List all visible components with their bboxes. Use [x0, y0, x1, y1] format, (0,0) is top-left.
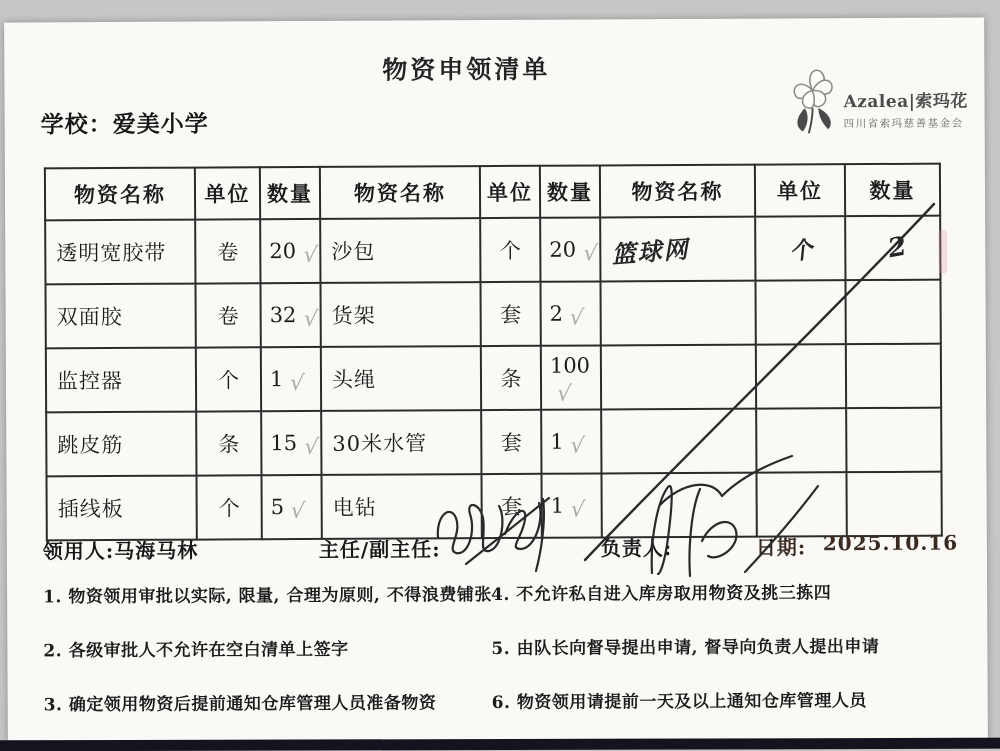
- school-line: [41, 106, 209, 140]
- cell-qty: 1: [550, 493, 565, 518]
- manager-label: 负责人:: [600, 536, 673, 561]
- cell-unit: 套: [500, 302, 522, 327]
- cell-qty: 1: [269, 366, 284, 391]
- date-value: 2025.10.16: [822, 530, 959, 556]
- cell-unit: 个: [218, 496, 240, 521]
- handwritten-material-name: 篮球网: [610, 233, 691, 269]
- note-item: 2. 各级审批人不允许在空白清单上签字: [43, 639, 349, 662]
- handwritten-unit: 个: [787, 235, 814, 266]
- cell-unit: 卷: [217, 240, 239, 265]
- checkmark-icon: √: [302, 433, 320, 461]
- table-header-row: [45, 164, 940, 221]
- header-qty-3: 数量: [845, 164, 940, 216]
- school-name: 爱美小学: [112, 110, 209, 139]
- header-unit-3: 单位: [755, 164, 845, 216]
- table-row: [46, 408, 941, 477]
- logo-brand-text: Azalea|索玛花: [843, 91, 968, 113]
- recipient-label: 领用人:: [42, 539, 115, 564]
- cell-qty: 20: [549, 237, 577, 262]
- logo-org-text: 四川省索玛慈善基金会: [843, 117, 964, 131]
- cell-unit: 个: [499, 238, 521, 263]
- cell-material-name: 透明宽胶带: [56, 240, 167, 266]
- cell-qty: 5: [270, 494, 285, 519]
- recipient-field: [43, 535, 199, 565]
- cell-material-name: 30米水管: [332, 431, 428, 456]
- checkmark-icon: √: [301, 241, 319, 269]
- cell-unit: 个: [217, 368, 240, 393]
- note-item: 1. 物资领用审批以实际, 限量, 合理为原则, 不得浪费铺张: [43, 585, 492, 608]
- foundation-logo: [783, 49, 984, 154]
- table-row: [45, 216, 940, 285]
- header-material-name-1: 物资名称: [45, 168, 195, 221]
- azalea-flower-icon: [783, 63, 841, 141]
- cell-qty: 1: [550, 429, 564, 454]
- cell-material-name: 头绳: [331, 367, 377, 392]
- cell-unit: 套: [501, 494, 523, 519]
- header-unit-1: 单位: [195, 167, 260, 219]
- signature-line: [7, 522, 987, 577]
- checkmark-icon: √: [289, 497, 307, 525]
- cell-qty: 15: [270, 430, 298, 455]
- cell-material-name: 双面胶: [56, 304, 123, 330]
- cell-unit: 卷: [217, 304, 239, 329]
- header-qty-2: 数量: [540, 165, 600, 217]
- school-label: 学校：: [40, 111, 113, 139]
- checkmark-icon: √: [569, 496, 587, 523]
- cell-material-name: 沙包: [331, 239, 376, 264]
- scan-edge-band: [0, 738, 1000, 751]
- cell-qty: 2: [549, 301, 564, 326]
- cell-qty: 20: [269, 238, 297, 263]
- table-row: [45, 280, 940, 349]
- pink-ink-smudge: [938, 230, 947, 274]
- header-material-name-3: 物资名称: [600, 165, 755, 218]
- cell-unit: 条: [500, 366, 522, 391]
- header-unit-2: 单位: [480, 166, 540, 218]
- cell-qty: 32: [269, 302, 297, 327]
- checkmark-icon: √: [569, 432, 586, 459]
- cell-unit: 条: [218, 432, 240, 457]
- note-item: 6. 物资领用请提前一天及以上通知仓库管理人员: [491, 691, 867, 714]
- materials-table: [44, 163, 943, 542]
- header-material-name-2: 物资名称: [320, 166, 480, 219]
- table-row: [46, 344, 941, 413]
- checkmark-icon: √: [568, 304, 586, 331]
- recipient-name: 马海马林: [114, 538, 199, 564]
- cell-qty: 100: [549, 353, 591, 378]
- checkmark-icon: √: [289, 369, 306, 397]
- cell-material-name: 监控器: [56, 368, 124, 394]
- header-qty-1: 数量: [260, 167, 320, 219]
- cell-material-name: 电钻: [332, 495, 377, 520]
- checkmark-icon: √: [302, 305, 319, 333]
- cell-material-name: 货架: [331, 303, 376, 328]
- page-title: 物资申领清单: [382, 54, 551, 85]
- cell-material-name: 跳皮筋: [57, 432, 124, 458]
- director-label: 主任/副主任:: [318, 537, 441, 562]
- date-label: 日期:: [755, 535, 807, 560]
- note-item: 3. 确定领用物资后提前通知仓库管理人员准备物资: [43, 693, 437, 716]
- scanned-form-page: [4, 17, 988, 744]
- checkmark-icon: √: [555, 380, 573, 407]
- handwritten-qty: 2: [885, 231, 909, 265]
- checkmark-icon: √: [581, 240, 599, 267]
- note-item: 5. 由队长向督导提出申请, 督导向负责人提出申请: [491, 636, 880, 660]
- cell-unit: 套: [500, 430, 522, 455]
- note-item: 4. 不允许私自进入库房取用物资及挑三拣四: [491, 583, 832, 606]
- cell-material-name: 插线板: [57, 496, 124, 522]
